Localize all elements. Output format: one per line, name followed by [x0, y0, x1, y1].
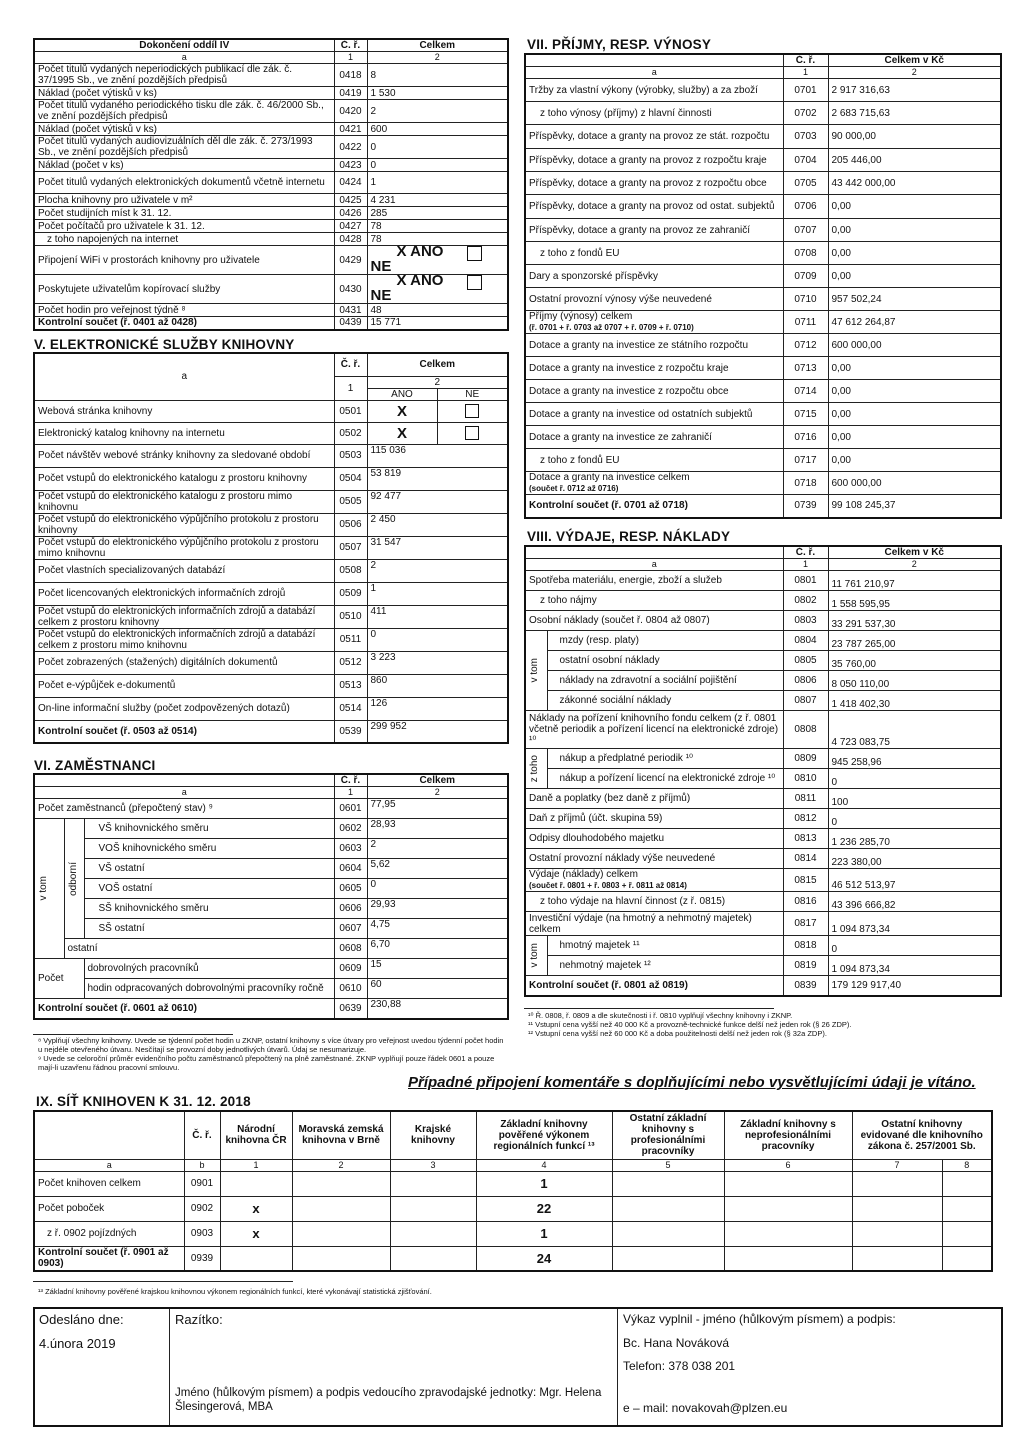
- section-ix-title: IX. SÍŤ KNIHOVEN K 31. 12. 2018: [36, 1094, 251, 1109]
- section-viii-title: VIII. VÝDAJE, RESP. NÁKLADY: [527, 529, 731, 544]
- section-vii-table: Č. ř. Celkem v Kč a 1 2 Tržby za vlastní výkony (výrobky, služby) a za zboží 0701 2 917 316,63 z toho výnosy (příjmy) z hlavní činnosti 0702 2 683 715,63 Příspěvky, dotace a granty na provoz ze stát. rozpočtu 0703 90 000,00 Příspěvky, dotace a granty na provoz z rozpočtu kraje 0704 205 446,00 Příspěvky, dotace a granty na provoz z rozpočtu obce 0705 43 442 000,00 Příspěvky, dotace a granty na provoz od ostat. subjektů 0706 0,00 Příspěvky, dotace a granty na provoz ze zahraničí 0707 0,00 z toho z fondů EU 0708 0,00 Dary a sponzorské příspěvky 0709 0,00 Ostatní provozní výnosy výše neuvedené 0710 957 502,24 Příjmy (výnosy) celkem (ř. 0701 + ř. 0703 až 0707 + ř. 0709 + ř. 0710) 0711 47 612 264,87 Dotace a granty na investice ze státního rozpočtu 0712 600 000,00 Dotace a granty na investice z rozpočtu kraje 0713 0,00 Dotace a granty na investice z rozpočtu obce 0714 0,00 Dotace a granty na investice od ostatních subjektů 0715 0,00 Dotace a granty na investice ze zahraničí 0716 0,00 z toho z fondů EU 0717 0,00 Dotace a granty na investice celkem (součet ř. 0712 až 0716) 0718 600 000,00 Kontrolní součet (ř. 0701 až 0718) 0739 99 108 245,37: [524, 53, 1002, 519]
- section-v-table: a Č. ř. Celkem 1 2 ANO NE Webová stránka knihovny 0501 X Elektronický katalog knihovny na internetu 0502 X Počet návštěv webové stránky knihovny za sledované období 0503 115 036 Počet vstupů do elektronického katalogu z prostoru knihovny 0504 53 819 Počet vstupů do elektronického katalogu z prostoru mimo knihovnu 0505 92 477 Počet vstupů do elektronického výpůjčního protokolu z prostoru knihovny 0506 2 450 Počet vstupů do elektronického výpůjčního protokolu z prostoru mimo knihovnu 0507 31 547 Počet vlastních specializovaných databází 0508 2 Počet licencovaných elektronických informačních zdrojů 0509 1 Počet vstupů do elektronických informačních zdrojů a databází celkem z prostoru knihovny 0510 411 Počet vstupů do elektronických informačních zdrojů a databází celkem z prostoru mimo knihovnu 0511 0 Počet zobrazených (stažených) digitálních dokumentů 0512 3 223 Počet e-výpůjček e-dokumentů 0513 860 On-line informační služby (počet zodpovězených dotazů) 0514 126 Kontrolní součet (ř. 0503 až 0514) 0539 299 952: [33, 352, 509, 744]
- divider: [617, 1309, 618, 1425]
- footnote-divider-right: [524, 1008, 774, 1009]
- footnote-divider: [33, 1034, 233, 1035]
- comment-note: Případné připojení komentáře s doplňujícími nebo vysvětlujícími údaji je vítáno.: [408, 1074, 976, 1091]
- checkbox-ne-icon[interactable]: [467, 275, 482, 290]
- checkbox-ne-icon[interactable]: [467, 246, 482, 261]
- footnote-ix: ¹³ Základní knihovny pověřené krajskou knihovnou výkonem regionálních funkcí, které vykonávají statistická zjišťování.: [38, 1287, 432, 1296]
- stamp-label: Razítko:: [175, 1312, 223, 1327]
- footnotes-left: ⁸ Vyplňují všechny knihovny. Uvede se týdenní počet hodin u ZKNP, ostatní knihovny s více útvary pro veřejnost uvedou týdenní počet hodin u nejdéle otevřeného útvaru. Nesčítají se provozní doby jednotlivých útvarů. Údaj se nesumarizuje. ⁹ Uvede se celoroční průměr evidenčního počtu zaměstnanců přepočtený na plně zaměstnané. ZKNP vyplňují pouze řádek 0601 a pouze mají-li uzavřenu řádnou pracovní smlouvu.: [38, 1036, 504, 1072]
- wifi-answer[interactable]: X ANO NE: [367, 246, 508, 275]
- section-ix-table: Č. ř. Národní knihovna ČR Moravská zemská knihovna v Brně Krajské knihovny Základní knihovny pověřené výkonem regionálních funkcí ¹³ Ostatní základní knihovny s profesionálními pracovníky Základní knihovny s neprofesionálními pracovníky Ostatní knihovny evidované dle knihovního zákona č. 257/2001 Sb. a b 1 2 3 4 5 6 7 8 Počet knihoven celkem 0901 1 Počet poboček 0902 x 22 z ř. 0902 pojízdných 0903 x 1 Kontrolní součet (ř. 0901 až 0903) 0939 24: [33, 1110, 993, 1272]
- s4-title: Dokončení oddíl IV: [34, 39, 334, 52]
- section-vii-title: VII. PŘÍJMY, RESP. VÝNOSY: [527, 37, 712, 52]
- copy-answer[interactable]: X ANO NE: [367, 275, 508, 304]
- footnote-divider-ix: [33, 1281, 293, 1282]
- filled-name[interactable]: Bc. Hana Nováková: [623, 1336, 730, 1350]
- section-vi-table: Č. ř. Celkem a 1 2 Počet zaměstnanců (přepočtený stav) ⁹ 0601 77,95 v tom odborní VŠ knihovnického směru 0602 28,93 VOŠ knihovnického směru 0603 2 VŠ ostatní 0604 5,62 VOŠ ostatní 0605 0 SŠ knihovnického směru 0606 29,93 SŠ ostatní 0607 4,75 ostatní 0608 6,70 Počet dobrovolných pracovníků 0609 15 hodin odpracovaných dobrovolnými pracovníky ročně 0610 60 Kontrolní součet (ř. 0601 až 0610) 0639 230,88: [33, 773, 509, 1020]
- section-viii-table: Č. ř. Celkem v Kč a 1 2 Spotřeba materiálu, energie, zboží a služeb 0801 11 761 210,97 z toho nájmy 0802 1 558 595,95 Osobní náklady (součet ř. 0804 až 0807) 0803 33 291 537,30 v tom mzdy (resp. platy) 0804 23 787 265,00 ostatní osobní náklady 0805 35 760,00 náklady na zdravotní a sociální pojištění 0806 8 050 110,00 zákonné sociální náklady 0807 1 418 402,30 Náklady na pořízení knihovního fondu celkem (z ř. 0801 včetně periodik a pořízení licencí na elektronické zdroje) ¹⁰ 0808 4 723 083,75 z toho nákup a předplatné periodik ¹⁰ 0809 945 258,96 nákup a pořízení licencí na elektronické zdroje ¹⁰ 0810 0 Daně a poplatky (bez daně z příjmů) 0811 100 Daň z příjmů (účt. skupina 59) 0812 0 Odpisy dlouhodobého majetku 0813 1 236 285,70 Ostatní provozní náklady výše neuvedené 0814 223 380,00 Výdaje (náklady) celkem (součet ř. 0801 + ř. 0803 + ř. 0811 až 0814) 0815 46 512 513,97 z toho výdaje na hlavní činnost (z ř. 0815) 0816 43 396 666,82 Investiční výdaje (na hmotný a nehmotný majetek) celkem 0817 1 094 873,34 v tom hmotný majetek ¹¹ 0818 0 nehmotný majetek ¹² 0819 1 094 873,34 Kontrolní součet (ř. 0801 až 0819) 0839 179 129 917,40: [524, 545, 1002, 997]
- head-name[interactable]: Mgr. Helena Šlesingerová, MBA: [175, 1387, 602, 1413]
- phone[interactable]: Telefon: 378 038 201: [623, 1359, 736, 1373]
- section-v-title: V. ELEKTRONICKÉ SLUŽBY KNIHOVNY: [34, 337, 295, 352]
- email[interactable]: e – mail: novakovah@plzen.eu: [623, 1401, 788, 1415]
- section-iv-table: Dokončení oddíl IV Č. ř. Celkem a 1 2 Počet titulů vydaných neperiodických publikací dle zák. č. 37/1995 Sb., ve znění pozdějších předpisů 0418 8 Náklad (počet výtisků v ks) 0419 1 530 Počet titulů vydaného periodického tisku dle zák. č. 46/2000 Sb., ve znění pozdějších předpisů 0420 2 Náklad (počet výtisků v ks) 0421 600 Počet titulů vydaných audiovizuálních děl dle zák. č. 273/1993 Sb., ve znění pozdějších předpisů 0422 0 Náklad (počet v ks) 0423 0 Počet titulů vydaných elektronických dokumentů včetně internetu 0424 1 Plocha knihovny pro uživatele v m² 0425 4 231 Počet studijních míst k 31. 12. 0426 285 Počet počítačů pro uživatele k 31. 12. 0427 78 z toho napojených na internet 0428 78 Připojení WiFi v prostorách knihovny pro uživatele 0429 X ANO NE Poskytujete uživatelům kopírovací služby 0430 X ANO NE Počet hodin pro veřejnost týdně ⁸ 0431 48 Kontrolní součet (ř. 0401 až 0428) 0439 15 771: [33, 38, 509, 331]
- footnotes-right: ¹⁰ Ř. 0808, ř. 0809 a dle skutečnosti i ř. 0810 vyplňují všechny knihovny i ZKNP. ¹¹ Vstupní cena vyšší než 40 000 Kč a provozně-technické funkce delší než jeden rok (§ 26 ZDP). ¹² Vstupní cena vyšší než 60 000 Kč a doba použitelnosti delší než jeden rok (§ 32a ZDP).: [528, 1011, 852, 1038]
- sent-label: Odesláno dne:: [39, 1312, 124, 1327]
- head-signature: Jméno (hůlkovým písmem) a podpis vedoucího zpravodajské jednotky: Mgr. Helena Šlesingerová, MBA: [175, 1387, 602, 1413]
- filled-label: Výkaz vyplnil - jméno (hůlkovým písmem) a podpis:: [623, 1312, 896, 1326]
- sent-date[interactable]: 4.února 2019: [39, 1336, 116, 1351]
- checkbox-icon[interactable]: [465, 404, 479, 418]
- signature-block: [33, 1307, 1003, 1427]
- divider: [169, 1309, 170, 1425]
- section-vi-title: VI. ZAMĚSTNANCI: [34, 758, 156, 773]
- checkbox-icon[interactable]: [465, 426, 479, 440]
